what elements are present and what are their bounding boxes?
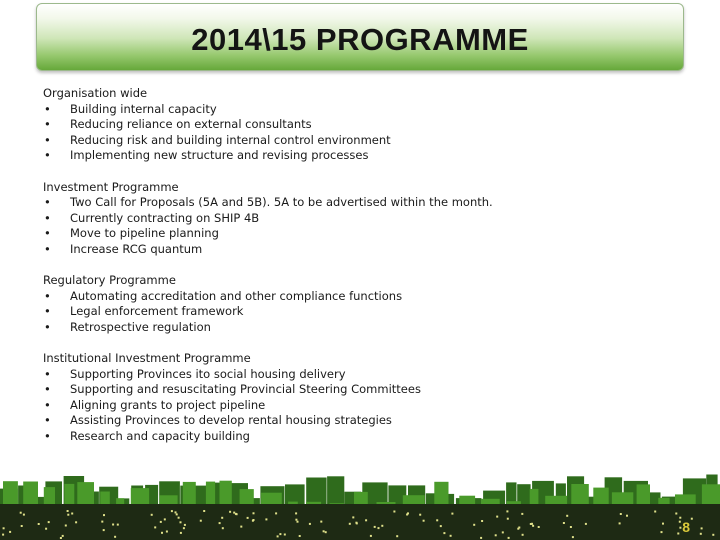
window-light xyxy=(325,531,327,533)
window-light xyxy=(171,510,173,512)
window-light xyxy=(436,519,438,521)
window-light xyxy=(101,521,103,523)
window-light xyxy=(166,531,168,533)
window-light xyxy=(496,516,498,518)
window-light xyxy=(67,514,69,516)
window-light xyxy=(183,527,185,529)
bullet-item: • Two Call for Proposals (5A and 5B). 5A to be advertised within the month. xyxy=(43,195,683,211)
window-light xyxy=(679,521,681,523)
section-heading: Investment Programme xyxy=(43,179,179,194)
window-light xyxy=(506,510,508,512)
window-light xyxy=(295,512,297,514)
window-light xyxy=(60,537,62,539)
bullet-list xyxy=(43,195,683,257)
window-light xyxy=(396,535,398,537)
window-light xyxy=(75,521,77,523)
window-light xyxy=(323,530,325,532)
window-light xyxy=(160,521,162,523)
window-light xyxy=(679,527,681,529)
window-light xyxy=(563,522,565,524)
window-light xyxy=(117,524,119,526)
window-light xyxy=(252,520,254,522)
window-light xyxy=(45,528,47,530)
window-light xyxy=(297,521,299,523)
window-light xyxy=(253,512,255,514)
window-light xyxy=(701,527,703,529)
window-light xyxy=(700,533,702,535)
window-light xyxy=(180,521,182,523)
bullet-item: • Increase RCG quantum xyxy=(43,242,683,258)
title-banner xyxy=(36,3,684,71)
window-light xyxy=(675,513,677,515)
window-light xyxy=(566,515,568,517)
window-light xyxy=(572,536,574,538)
window-light xyxy=(180,532,182,534)
window-light xyxy=(393,511,395,513)
section-heading: Organisation wide xyxy=(43,86,148,100)
bullet-item: • Retrospective regulation xyxy=(43,320,683,336)
window-light xyxy=(200,520,202,522)
window-light xyxy=(451,513,453,515)
window-light xyxy=(299,535,301,537)
window-light xyxy=(370,535,372,537)
section-institutional-investment-programme xyxy=(43,351,683,445)
window-light xyxy=(654,511,656,513)
window-light xyxy=(9,531,11,533)
window-light xyxy=(240,526,242,528)
window-light xyxy=(151,514,153,516)
window-light xyxy=(440,525,442,527)
window-light xyxy=(62,535,64,537)
section-heading: Regulatory Programme xyxy=(43,273,176,288)
window-light xyxy=(114,536,116,538)
window-light xyxy=(691,518,693,520)
window-light xyxy=(522,534,524,536)
window-light xyxy=(184,524,186,526)
bullet-item: • Move to pipeline planning xyxy=(43,226,683,242)
window-light xyxy=(229,511,231,513)
bullet-item: • Supporting Provinces ito social housing delivery xyxy=(43,367,683,383)
window-light xyxy=(112,524,114,526)
page-number: 8 xyxy=(682,519,690,535)
window-light xyxy=(295,519,297,521)
window-light xyxy=(626,515,628,517)
window-light xyxy=(679,517,681,519)
window-light xyxy=(284,534,286,536)
bullet-list xyxy=(43,289,683,336)
window-light xyxy=(320,521,322,523)
section-organisation-wide xyxy=(43,86,683,164)
bullet-item: • Legal enforcement framework xyxy=(43,304,683,320)
window-light xyxy=(309,523,311,525)
city-skyline-graphic xyxy=(0,466,720,540)
bullet-item: • Currently contracting on SHIP 4B xyxy=(43,211,683,227)
section-regulatory-programme xyxy=(43,273,683,335)
bullet-item: • Assisting Provinces to develop rental housing strategies xyxy=(43,413,683,429)
window-light xyxy=(219,522,221,524)
window-light xyxy=(481,520,483,522)
window-light xyxy=(419,514,421,516)
window-light xyxy=(495,534,497,536)
window-light xyxy=(222,527,224,529)
window-light xyxy=(521,513,523,515)
window-light xyxy=(178,517,180,519)
window-light xyxy=(235,513,237,515)
window-light xyxy=(443,532,445,534)
window-light xyxy=(378,527,380,529)
window-light xyxy=(365,519,367,521)
window-light xyxy=(450,535,452,537)
window-light xyxy=(677,533,679,535)
window-light xyxy=(164,518,166,520)
window-light xyxy=(2,534,4,536)
skyline-ground xyxy=(0,504,720,540)
window-light xyxy=(661,531,663,533)
window-light xyxy=(356,522,358,524)
slide-title: 2014\15 PROGRAMME xyxy=(191,22,529,57)
slide-body xyxy=(43,86,683,460)
window-light xyxy=(154,526,156,528)
window-light xyxy=(103,529,105,531)
window-light xyxy=(349,523,351,525)
bullet-item: • Aligning grants to project pipeline xyxy=(43,398,683,414)
window-light xyxy=(247,517,249,519)
window-light xyxy=(480,537,482,539)
window-light xyxy=(502,531,504,533)
window-light xyxy=(620,513,622,515)
bullet-item: • Research and capacity building xyxy=(43,429,683,445)
window-light xyxy=(20,512,22,514)
window-light xyxy=(265,518,267,520)
window-light xyxy=(517,528,519,530)
window-light xyxy=(3,527,5,529)
window-light xyxy=(38,523,40,525)
window-light xyxy=(21,525,23,527)
window-light xyxy=(67,510,69,512)
window-light xyxy=(381,525,383,527)
window-light xyxy=(175,511,177,513)
bullet-item: • Building internal capacity xyxy=(43,102,683,118)
section-heading: Institutional Investment Programme xyxy=(43,351,251,366)
window-light xyxy=(71,513,73,515)
window-light xyxy=(23,514,25,516)
window-light xyxy=(508,537,510,539)
bullet-list xyxy=(43,367,683,445)
window-light xyxy=(203,510,205,512)
bullet-item: • Reducing reliance on external consultants xyxy=(43,117,683,133)
window-light xyxy=(507,518,509,520)
window-light xyxy=(48,521,50,523)
bullet-item: • Supporting and resuscitating Provincial Steering Committees xyxy=(43,382,683,398)
bullet-item: • Reducing risk and building internal control environment xyxy=(43,133,683,149)
bullet-item: • Automating accreditation and other compliance functions xyxy=(43,289,683,305)
window-light xyxy=(352,516,354,518)
window-light xyxy=(585,523,587,525)
section-investment-programme xyxy=(43,180,683,258)
window-light xyxy=(538,526,540,528)
window-light xyxy=(103,514,105,516)
window-light xyxy=(712,534,714,536)
window-light xyxy=(374,526,376,528)
bullet-list xyxy=(43,102,683,164)
window-light xyxy=(406,514,408,516)
bullet-item: • Implementing new structure and revising processes xyxy=(43,148,683,164)
window-light xyxy=(176,513,178,515)
window-light xyxy=(570,526,572,528)
window-light xyxy=(221,517,223,519)
window-light xyxy=(277,535,279,537)
window-light xyxy=(279,533,281,535)
window-light xyxy=(473,524,475,526)
window-light xyxy=(662,523,664,525)
window-light xyxy=(275,512,277,514)
window-light xyxy=(161,532,163,534)
window-light xyxy=(530,523,532,525)
window-light xyxy=(619,522,621,524)
window-light xyxy=(532,525,534,527)
window-light xyxy=(423,520,425,522)
window-light xyxy=(65,525,67,527)
